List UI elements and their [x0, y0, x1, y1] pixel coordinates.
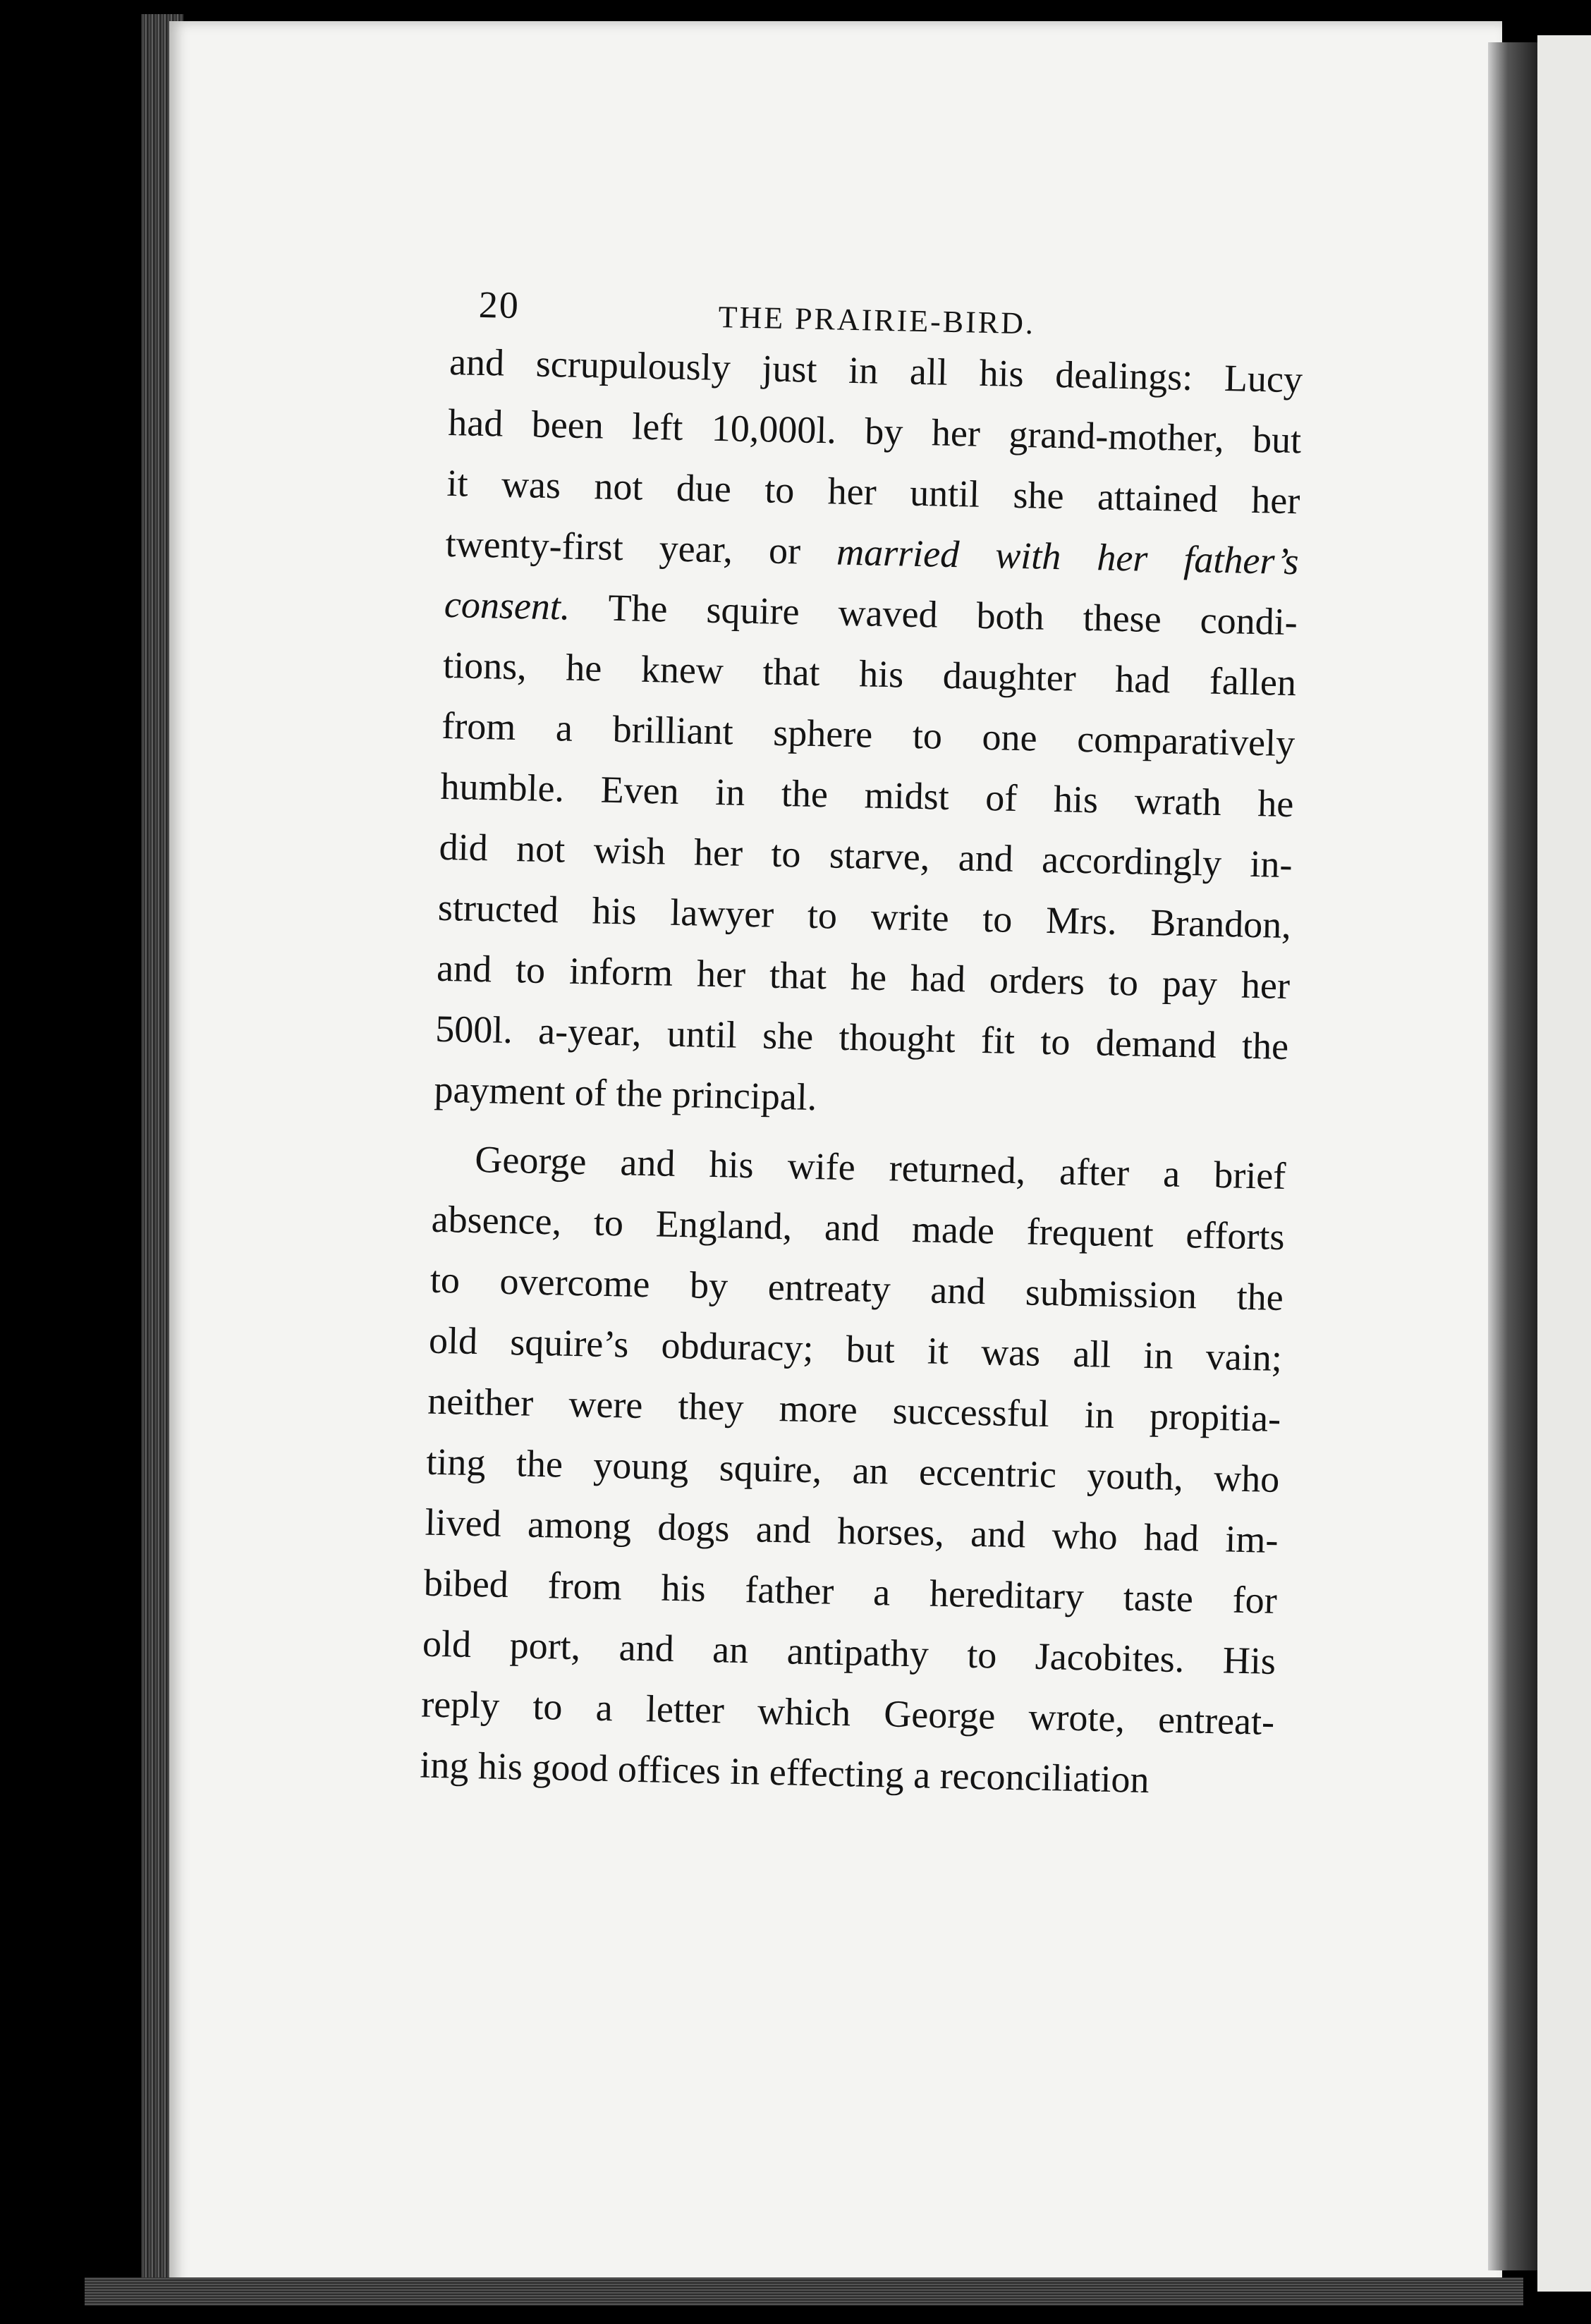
text-line: had been left 10,000l. by her grand-mother, but — [447, 400, 1302, 462]
paragraph-2 — [420, 1128, 1287, 1813]
text-line: and to inform her that he had orders to pay her — [436, 946, 1291, 1008]
text-line: tions, he knew that his daughter had fallen — [442, 643, 1297, 704]
text-line: did not wish her to starve, and accordingly in- — [439, 825, 1293, 886]
text-segment: The squire waved both these condi- — [569, 585, 1298, 644]
text-line: to overcome by entreaty and submission the — [429, 1258, 1284, 1319]
text-line: old port, and an antipathy to Jacobites. His — [422, 1622, 1276, 1682]
text-line: old squire’s obduracy; but it was all in vain; — [428, 1319, 1283, 1380]
binding-shadow — [1488, 42, 1537, 2270]
facing-page-edge — [1537, 35, 1591, 2292]
text-line: from a brilliant sphere to one comparatively — [441, 704, 1296, 765]
text-line: neither were they more successful in propitia- — [427, 1379, 1281, 1440]
text-line: absence, to England, and made frequent efforts — [431, 1197, 1286, 1259]
italic-text: consent. — [444, 582, 571, 628]
text-segment: twenty-first year, or — [445, 522, 837, 573]
text-line: humble. Even in the midst of his wrath he — [439, 764, 1294, 826]
text-line: ing his good offices in effecting a reconciliation — [419, 1743, 1150, 1802]
text-line: and scrupulously just in all his dealings: Lucy — [449, 340, 1303, 401]
text-line: 500l. a-year, until she thought fit to demand the — [434, 1007, 1289, 1068]
text-line: structed his lawyer to write to Mrs. Brandon, — [437, 886, 1292, 947]
text-line: bibed from his father a hereditary taste for — [423, 1561, 1278, 1622]
text-line: reply to a letter which George wrote, entreat- — [420, 1682, 1275, 1743]
paragraph-1 — [434, 331, 1303, 1137]
italic-text: married with her father’s — [836, 530, 1300, 583]
text-line: ting the young squire, an eccentric youth, who — [425, 1440, 1280, 1500]
text-block — [420, 268, 1305, 1813]
text-line: George and his wife returned, after a brief — [474, 1137, 1286, 1198]
page-number: 20 — [478, 283, 520, 327]
book-title: THE PRAIRIE-BIRD. — [718, 299, 1036, 341]
bottom-page-edge — [85, 2277, 1523, 2306]
text-line: lived among dogs and horses, and who had im- — [425, 1500, 1279, 1561]
text-line: payment of the principal. — [433, 1068, 817, 1119]
text-line: it was not due to her until she attained her — [446, 461, 1300, 522]
